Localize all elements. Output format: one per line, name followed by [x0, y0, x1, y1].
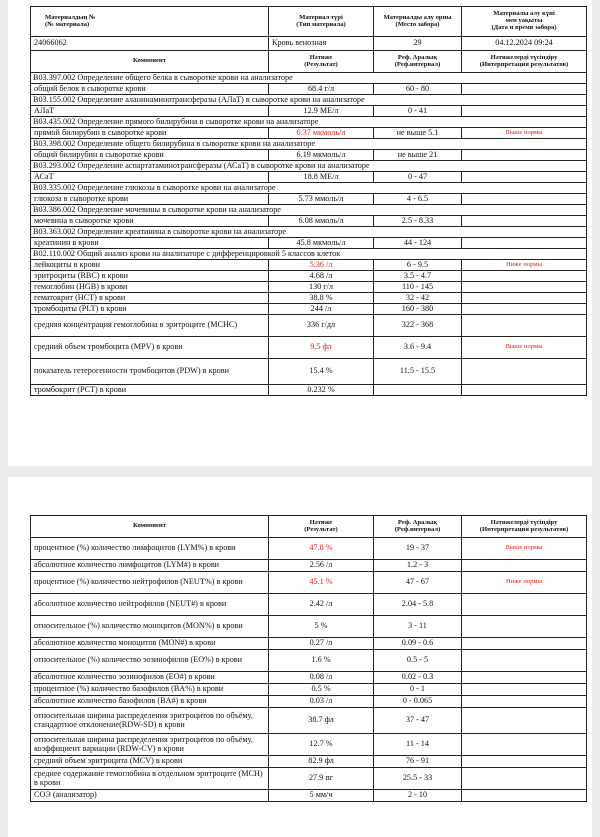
result-value: 45.8 мкмоль/л [269, 238, 374, 249]
ref-interval: 6 - 9.5 [374, 260, 462, 271]
report-page-2 [8, 477, 592, 837]
ref-interval: 0 - 41 [374, 106, 462, 117]
section-title: B03.397.002 Определение общего белка в сыворотке крови на анализаторе [31, 73, 587, 84]
ref-header: Реф. Аралық (Реф.интервал) [374, 516, 462, 538]
result-row [31, 216, 587, 227]
result-row [31, 385, 587, 396]
ref-interval: 3.6 - 9.4 [374, 337, 462, 359]
result-value: 9.5 фл [269, 337, 374, 359]
result-row [31, 684, 587, 696]
result-value: 5.36 /л [269, 260, 374, 271]
results-table-1 [30, 6, 587, 396]
result-row [31, 260, 587, 271]
result-row [31, 756, 587, 768]
interpretation [462, 106, 587, 117]
result-row [31, 696, 587, 708]
component-name: среднее содержание гемоглобина в отдельном эритроците (MCH) в крови [31, 768, 269, 790]
ref-interval: не выше 5.1 [374, 128, 462, 139]
section-title: B03.435.002 Определение прямого билирубина в сыворотке крови на анализаторе [31, 117, 587, 128]
interpretation [462, 293, 587, 304]
sample-datetime: 04.12.2024 09:24 [462, 37, 587, 51]
component-name: мочевина в сыворотке крови [31, 216, 269, 227]
component-name: лейкоциты в крови [31, 260, 269, 271]
section-row [31, 205, 587, 216]
interpretation [462, 238, 587, 249]
sample-info-row [31, 37, 587, 51]
ref-interval: 322 - 368 [374, 315, 462, 337]
interpretation [462, 768, 587, 790]
interpretation [462, 708, 587, 734]
result-row [31, 359, 587, 385]
component-name: относительное (%) количество эозинофилов (EO%) в крови [31, 650, 269, 672]
report-page-1 [8, 0, 592, 466]
result-value: 47.8 % [269, 538, 374, 560]
result-row [31, 150, 587, 161]
component-name: средняя концентрация гемоглобина в эритроците (MCHC) [31, 315, 269, 337]
result-value: 6.08 ммоль/л [269, 216, 374, 227]
result-row [31, 282, 587, 293]
ref-interval: 3 - 11 [374, 616, 462, 638]
component-name: абсолютное количество моноцитов (MON#) в крови [31, 638, 269, 650]
section-row [31, 249, 587, 260]
result-value: 5.73 ммоль/л [269, 194, 374, 205]
component-name: тромбокрит (PCT) в крови [31, 385, 269, 396]
component-name: гематокрит (HCT) в крови [31, 293, 269, 304]
ref-interval: 32 - 42 [374, 293, 462, 304]
interpretation: Выше нормы [462, 337, 587, 359]
component-name: относительная ширина распределения эритроцитов по объёму, коэффициент вариации (RDW-CV) в крови [31, 734, 269, 756]
section-row [31, 161, 587, 172]
interpretation [462, 150, 587, 161]
component-name: общий билирубин в сыворотке крови [31, 150, 269, 161]
result-value: 4.68 /л [269, 271, 374, 282]
ref-interval: 160 - 380 [374, 304, 462, 315]
result-row [31, 572, 587, 594]
component-name: процентное (%) количество нейтрофилов (NEUT%) в крови [31, 572, 269, 594]
result-value: 5 мм/ч [269, 790, 374, 802]
result-value: 18.8 МЕ/л [269, 172, 374, 183]
ref-interval: 2.5 - 8.33 [374, 216, 462, 227]
result-row [31, 538, 587, 560]
result-value: 336 г/дл [269, 315, 374, 337]
interpretation: Ниже нормы [462, 260, 587, 271]
component-name: креатинин в крови [31, 238, 269, 249]
interpretation [462, 560, 587, 572]
component-name: глюкоза в сыворотке крови [31, 194, 269, 205]
component-name: абсолютное количество базофилов (BA#) в крови [31, 696, 269, 708]
sample-datetime-header: Материалы алу күні мен уақыты (Дата и время забора) [462, 7, 587, 37]
result-value: 38.8 % [269, 293, 374, 304]
component-name: абсолютное количество нейтрофилов (NEUT#) в крови [31, 594, 269, 616]
ref-interval: 25.5 - 33 [374, 768, 462, 790]
sample-type-header: Материал түрі (Тип материала) [269, 7, 374, 37]
interpretation [462, 672, 587, 684]
result-value: 0.5 % [269, 684, 374, 696]
component-header: Компонент [31, 516, 269, 538]
result-value: 12.7 % [269, 734, 374, 756]
section-title: B02.110.002 Общий анализ крови на анализаторе с дифференцировкой 5 классов клеток [31, 249, 587, 260]
component-name: относительная ширина распределения эритроцитов по объёму, стандартное отклонение(RDW-SD) в крови [31, 708, 269, 734]
result-row [31, 768, 587, 790]
ref-interval: 0.09 - 0.6 [374, 638, 462, 650]
interpretation [462, 216, 587, 227]
component-name: средний объем тромбоцита (MPV) в крови [31, 337, 269, 359]
result-row [31, 293, 587, 304]
result-value: 0.03 /л [269, 696, 374, 708]
result-value: 6.19 мкмоль/л [269, 150, 374, 161]
ref-interval: 2.04 - 5.8 [374, 594, 462, 616]
section-row [31, 183, 587, 194]
component-name: прямой билирубин в сыворотке крови [31, 128, 269, 139]
component-name: эритроциты (RBC) в крови [31, 271, 269, 282]
result-value: 45.1 % [269, 572, 374, 594]
section-row [31, 95, 587, 106]
ref-interval: 0 - 0.065 [374, 696, 462, 708]
section-row [31, 117, 587, 128]
ref-interval: 0.5 - 5 [374, 650, 462, 672]
sample-id-header: Материалдың № (№ материала) [31, 7, 269, 37]
interpretation: Ниже нормы [462, 572, 587, 594]
ref-interval: 110 - 145 [374, 282, 462, 293]
component-name: относительное (%) количество моноцитов (MON%) в крови [31, 616, 269, 638]
result-value: 5 % [269, 616, 374, 638]
ref-interval: 0 - 1 [374, 684, 462, 696]
interpretation [462, 756, 587, 768]
interpretation [462, 194, 587, 205]
result-value: 2.56 /л [269, 560, 374, 572]
interpretation [462, 650, 587, 672]
sample-place: 29 [374, 37, 462, 51]
interpretation [462, 172, 587, 183]
result-row [31, 271, 587, 282]
result-row [31, 638, 587, 650]
interpretation [462, 315, 587, 337]
result-row [31, 172, 587, 183]
result-row [31, 304, 587, 315]
interpretation [462, 594, 587, 616]
interpretation [462, 359, 587, 385]
section-title: B03.155.002 Определение аланинаминотрансферазы (АЛаТ) в сыворотке крови на анализаторе [31, 95, 587, 106]
results-table-2 [30, 515, 587, 802]
component-name: общий белок в сыворотке крови [31, 84, 269, 95]
interpretation [462, 638, 587, 650]
interpretation [462, 304, 587, 315]
result-row [31, 84, 587, 95]
ref-interval: 3.5 - 4.7 [374, 271, 462, 282]
interpretation [462, 616, 587, 638]
section-title: B03.398.002 Определение общего билирубина в сыворотке крови на анализаторе [31, 139, 587, 150]
result-header: Нәтиже (Результат) [269, 51, 374, 73]
ref-interval [374, 385, 462, 396]
result-value: 68.4 г/л [269, 84, 374, 95]
ref-interval: 4 - 6.5 [374, 194, 462, 205]
result-row [31, 315, 587, 337]
ref-interval: 0 - 47 [374, 172, 462, 183]
result-row [31, 560, 587, 572]
interpretation [462, 684, 587, 696]
result-row [31, 194, 587, 205]
result-value: 2.42 /л [269, 594, 374, 616]
results-header-row [31, 51, 587, 73]
result-value: 130 г/л [269, 282, 374, 293]
ref-interval: 60 - 80 [374, 84, 462, 95]
result-value: 244 /л [269, 304, 374, 315]
ref-interval: 0.02 - 0.3 [374, 672, 462, 684]
result-row [31, 106, 587, 117]
component-name: АСаТ [31, 172, 269, 183]
result-value: 12.9 МЕ/л [269, 106, 374, 117]
ref-interval: 19 - 37 [374, 538, 462, 560]
result-row [31, 734, 587, 756]
result-row [31, 650, 587, 672]
component-name: абсолютное количество эозинофилов (EO#) в крови [31, 672, 269, 684]
interpretation [462, 790, 587, 802]
result-row [31, 337, 587, 359]
result-value: 6.37 мкмоль/л [269, 128, 374, 139]
section-row [31, 73, 587, 84]
result-row [31, 790, 587, 802]
interpretation [462, 282, 587, 293]
section-row [31, 227, 587, 238]
ref-interval: 11.5 - 15.5 [374, 359, 462, 385]
ref-interval: не выше 21 [374, 150, 462, 161]
interp-header: Нәтижелерді түсіндіру (Интерпретация результатов) [462, 516, 587, 538]
result-row [31, 672, 587, 684]
result-value: 82.9 фл [269, 756, 374, 768]
result-value: 1.6 % [269, 650, 374, 672]
result-row [31, 708, 587, 734]
results-header-row [31, 516, 587, 538]
ref-header: Реф. Аралық (Реф.интервал) [374, 51, 462, 73]
interpretation [462, 696, 587, 708]
sample-id: 24066062 [31, 37, 269, 51]
interpretation [462, 734, 587, 756]
section-title: B03.386.002 Определение мочевины в сыворотке крови на анализаторе [31, 205, 587, 216]
result-value: 38.7 фл [269, 708, 374, 734]
component-name: тромбоциты (PLT) в крови [31, 304, 269, 315]
component-name: средний объем эритроцита (MCV) в крови [31, 756, 269, 768]
ref-interval: 2 - 10 [374, 790, 462, 802]
interpretation [462, 84, 587, 95]
ref-interval: 11 - 14 [374, 734, 462, 756]
ref-interval: 47 - 67 [374, 572, 462, 594]
interpretation: Выше нормы [462, 538, 587, 560]
component-name: гемоглобин (HGB) в крови [31, 282, 269, 293]
result-row [31, 594, 587, 616]
interpretation [462, 385, 587, 396]
section-title: B03.293.002 Определение аспартатаминотрансферазы (АСаТ) в сыворотке крови на анализаторе [31, 161, 587, 172]
result-value: 15.4 % [269, 359, 374, 385]
ref-interval: 44 - 124 [374, 238, 462, 249]
ref-interval: 76 - 91 [374, 756, 462, 768]
result-value: 0.27 /л [269, 638, 374, 650]
section-row [31, 139, 587, 150]
component-name: процентное (%) количество лимфоцитов (LYM%) в крови [31, 538, 269, 560]
component-name: показатель гетерогенности тромбоцитов (PDW) в крови [31, 359, 269, 385]
result-row [31, 238, 587, 249]
interpretation: Выше нормы [462, 128, 587, 139]
interpretation [462, 271, 587, 282]
section-title: B03.335.002 Определение глюкозы в сыворотке крови на анализаторе [31, 183, 587, 194]
result-value: 27.9 пг [269, 768, 374, 790]
section-title: B03.363.002 Определение креатинина в сыворотке крови на анализаторе [31, 227, 587, 238]
result-value: 0.232 % [269, 385, 374, 396]
component-name: абсолютное количество лимфоцитов (LYM#) в крови [31, 560, 269, 572]
ref-interval: 1.2 - 3 [374, 560, 462, 572]
component-header: Компонент [31, 51, 269, 73]
component-name: СОЭ (анализатор) [31, 790, 269, 802]
result-header: Нәтиже (Результат) [269, 516, 374, 538]
sample-place-header: Материалды алу орны (Место забора) [374, 7, 462, 37]
result-row [31, 128, 587, 139]
ref-interval: 37 - 47 [374, 708, 462, 734]
sample-header-row [31, 7, 587, 37]
result-value: 0.08 /л [269, 672, 374, 684]
component-name: процентное (%) количество базофилов (BA%) в крови [31, 684, 269, 696]
component-name: АЛаТ [31, 106, 269, 117]
result-row [31, 616, 587, 638]
interp-header: Нәтижелерді түсіндіру (Интерпретация результатов) [462, 51, 587, 73]
sample-type: Кровь венозная [269, 37, 374, 51]
